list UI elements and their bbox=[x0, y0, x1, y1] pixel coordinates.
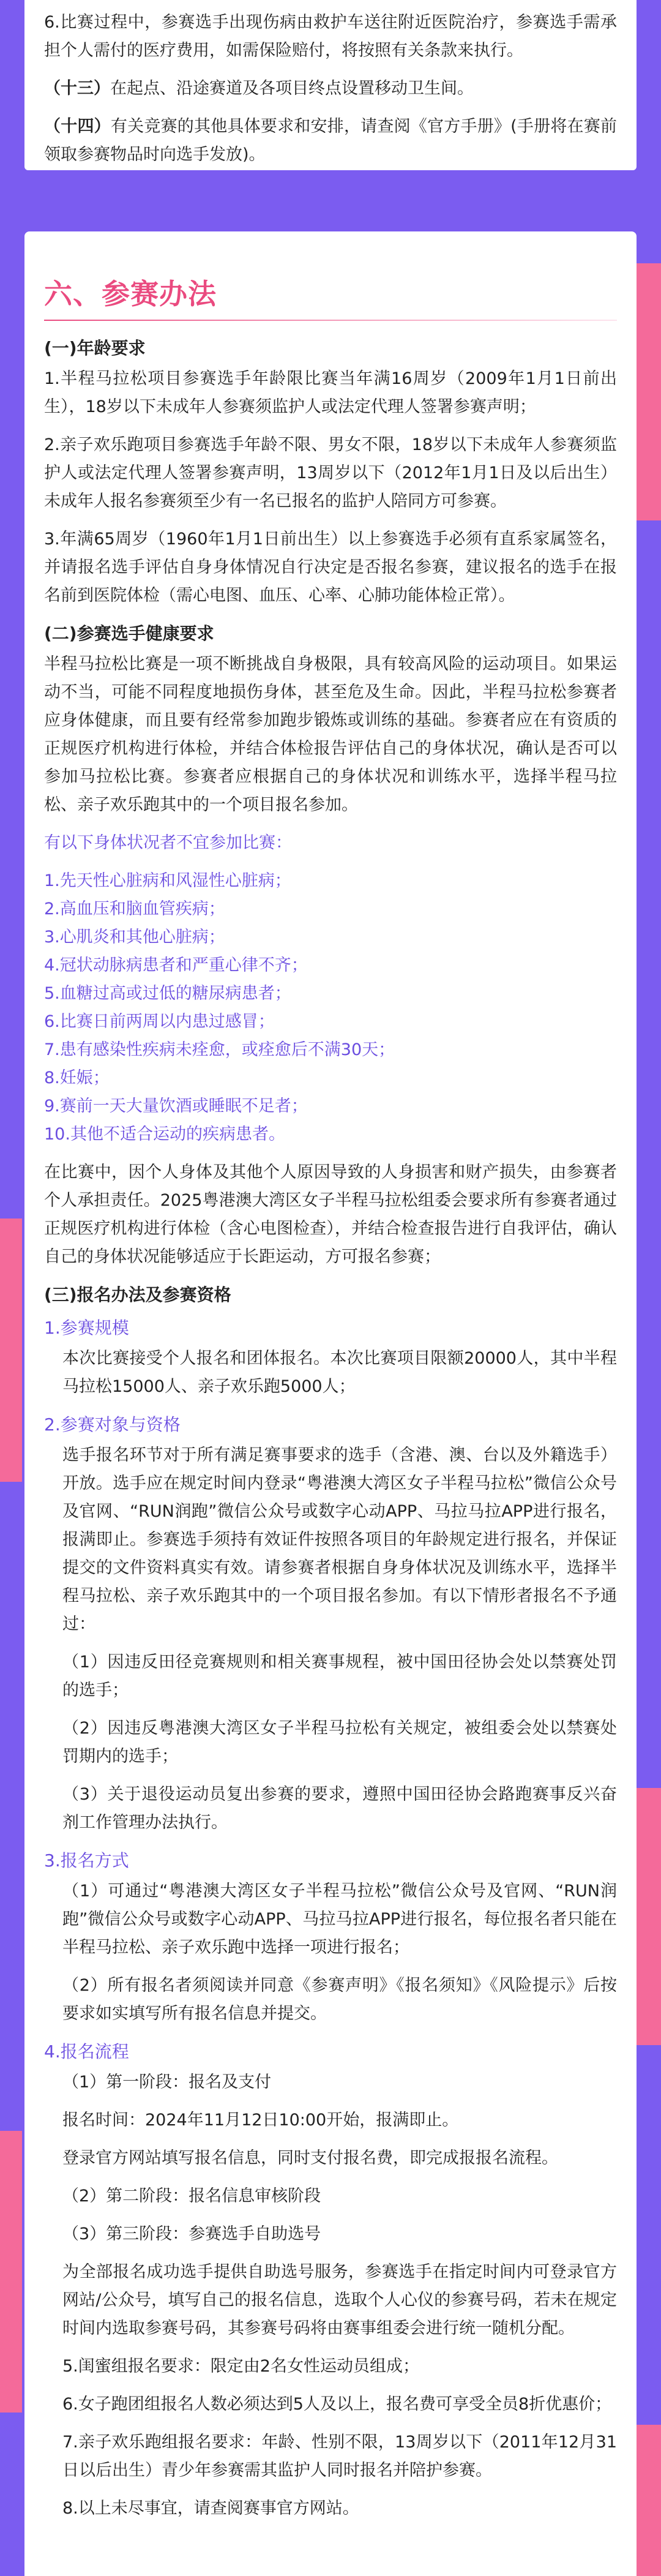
eligibility-title: 2.参赛对象与资格 bbox=[44, 1414, 181, 1435]
exclusion-item: （2）因违反粤港澳大湾区女子半程马拉松有关规定，被组委会处以禁赛处罚期内的选手； bbox=[62, 1719, 617, 1766]
age-heading: (一)年龄要求 bbox=[44, 338, 146, 358]
scale-title: 1.参赛规模 bbox=[44, 1318, 129, 1338]
rule-item-number: （十三） bbox=[44, 79, 110, 98]
health-heading: (二)参赛选手健康要求 bbox=[44, 623, 214, 644]
rule-item-text: 有关竞赛的其他具体要求和安排，请查阅《官方手册》(手册将在赛前领取参赛物品时向选手发放)。 bbox=[44, 117, 617, 164]
method-title: 3.报名方式 bbox=[44, 1850, 129, 1871]
rule-item-number: （十四） bbox=[44, 117, 111, 136]
age-item: 2.亲子欢乐跑项目参赛选手年龄不限、男女不限，18岁以下未成年人参赛须监护人或法定代理人签署参赛声明，13周岁以下（2012年1月1日及以后出生）未成年人报名参赛须至少有一名已报名的监护人陪同方可参赛。 bbox=[44, 435, 617, 511]
rule-item-14 bbox=[44, 113, 617, 169]
rule-item-text: 在起点、沿途赛道及各项目终点设置移动卫生间。 bbox=[110, 79, 474, 98]
unfit-item: 8.妊娠； bbox=[44, 1068, 110, 1087]
stage-description: 登录官方网站填写报名信息，同时支付报名费，即完成报报名流程。 bbox=[62, 2149, 558, 2168]
title-divider bbox=[44, 320, 617, 321]
scale-text: 本次比赛接受个人报名和团体报名。本次比赛项目限额20000人，其中半程马拉松15000人、亲子欢乐跑5000人； bbox=[62, 1349, 617, 1396]
stage-description: 为全部报名成功选手提供自助选号服务，参赛选手在指定时间内可登录官方网站/公众号，填写自己的报名信息，选取个人心仪的参赛号码，若未在规定时间内选取参赛号码，其参赛号码将由赛事组委会进行统一随机分配。 bbox=[62, 2262, 617, 2338]
unfit-item: 9.赛前一天大量饮酒或睡眠不足者； bbox=[44, 1097, 308, 1116]
unfit-item: 6.比赛日前两周以内患过感冒； bbox=[44, 1012, 275, 1031]
method-item: （1）可通过“粤港澳大湾区女子半程马拉松”微信公众号及官网、“RUN润跑”微信公众号或数字心动APP、马拉马拉APP进行报名，每位报名者只能在半程马拉松、亲子欢乐跑中选择一项进行报名； bbox=[62, 1882, 617, 1957]
health-intro: 半程马拉松比赛是一项不断挑战自身极限，具有较高风险的运动项目。如果运动不当，可能不同程度地损伤身体，甚至危及生命。因此，半程马拉松参赛者应身体健康，而且要有经常参加跑步锻炼或训练的基础。参赛者应在有资质的正规医疗机构进行体检，并结合体检报告评估自己的身体状况，确认是否可以参加马拉松比赛。参赛者应根据自己的身体状况和训练水平，选择半程马拉松、亲子欢乐跑其中的一个项目报名参加。 bbox=[44, 655, 617, 814]
rules-card-top bbox=[24, 0, 637, 170]
age-item: 3.年满65周岁（1960年1月1日前出生）以上参赛选手必须有直系家属签名，并请报名选手评估自身身体情况自行决定是否报名参赛，建议报名的选手在报名前到医院体检（需心电图、血压、心率、心肺功能体检正常）。 bbox=[44, 530, 617, 605]
decor-stripe-right bbox=[637, 263, 661, 520]
decor-stripe-left bbox=[0, 2131, 22, 2413]
unfit-list bbox=[44, 867, 617, 1149]
unfit-heading: 有以下身体状况者不宜参加比赛： bbox=[44, 833, 292, 852]
group-rule: 7.亲子欢乐跑组报名要求：年龄、性别不限，13周岁以下（2011年12月31日以后出生）青少年参赛需其监护人同时报名并陪护参赛。 bbox=[62, 2433, 617, 2480]
stage-title: （1）第一阶段：报名及支付 bbox=[62, 2073, 272, 2092]
age-item: 1.半程马拉松项目参赛选手年龄限比赛当年满16周岁（2009年1月1日前出生），18岁以下未成年人参赛须监护人或法定代理人签署参赛声明； bbox=[44, 369, 617, 416]
group-rule: 6.女子跑团组报名人数必须达到5人及以上，报名费可享受全员8折优惠价； bbox=[62, 2395, 612, 2414]
decor-stripe-left bbox=[0, 1219, 22, 1482]
unfit-item: 7.患有感染性疾病未痊愈，或痊愈后不满30天； bbox=[44, 1040, 395, 1059]
exclusion-item: （1）因违反田径竞赛规则和相关赛事规程，被中国田径协会处以禁赛处罚的选手； bbox=[62, 1653, 617, 1700]
process-title: 4.报名流程 bbox=[44, 2041, 129, 2062]
eligibility-text: 选手报名环节对于所有满足赛事要求的选手（含港、澳、台以及外籍选手）开放。选手应在规定时间内登录“粤港澳大湾区女子半程马拉松”微信公众号及官网、“RUN润跑”微信公众号或数字心动APP、马拉马拉APP进行报名，报满即止。参赛选手须持有效证件按照各项目的年龄规定进行报名，并保证提交的文件资料真实有效。请参赛者根据自身身体状况及训练水平，选择半程马拉松、亲子欢乐跑其中的一个项目报名参加。有以下情形者报名不予通过： bbox=[62, 1446, 617, 1634]
section-title: 六、参赛办法 bbox=[44, 277, 217, 310]
rules-card-main bbox=[24, 231, 637, 2576]
unfit-item: 1.先天性心脏病和风湿性心脏病； bbox=[44, 871, 291, 890]
unfit-item: 10.其他不适合运动的疾病患者。 bbox=[44, 1125, 285, 1144]
decor-stripe-right bbox=[637, 2425, 661, 2576]
decor-stripe-right bbox=[637, 1788, 661, 2045]
unfit-item: 3.心肌炎和其他心脏病； bbox=[44, 928, 225, 947]
exclusion-item: （3）关于退役运动员复出参赛的要求，遵照中国田径协会路跑赛事反兴奋剂工作管理办法执行。 bbox=[62, 1785, 617, 1832]
unfit-item: 2.高血压和脑血管疾病； bbox=[44, 899, 225, 918]
method-item: （2）所有报名者须阅读并同意《参赛声明》《报名须知》《风险提示》后按要求如实填写所有报名信息并提交。 bbox=[62, 1976, 617, 2023]
stage-title: （3）第三阶段：参赛选手自助选号 bbox=[62, 2225, 321, 2244]
group-rule: 5.闺蜜组报名要求：限定由2名女性运动员组成； bbox=[62, 2357, 419, 2376]
stage-title: （2）第二阶段：报名信息审核阶段 bbox=[62, 2187, 321, 2206]
group-rule: 8.以上未尽事宜，请查阅赛事官方网站。 bbox=[62, 2499, 359, 2518]
stage-time: 报名时间：2024年11月12日10:00开始，报满即止。 bbox=[62, 2111, 459, 2130]
registration-heading: (三)报名办法及参赛资格 bbox=[44, 1285, 231, 1305]
rule-item-13 bbox=[44, 75, 617, 103]
unfit-item: 5.血糖过高或过低的糖尿病患者； bbox=[44, 984, 291, 1003]
unfit-item: 4.冠状动脉病患者和严重心律不齐； bbox=[44, 956, 308, 975]
health-disclaimer: 在比赛中，因个人身体及其他个人原因导致的人身损害和财产损失，由参赛者个人承担责任。2025粤港澳大湾区女子半程马拉松组委会要求所有参赛者通过正规医疗机构进行体检（含心电图检查），并结合检查报告进行自我评估，确认自己的身体状况能够适应于长距运动，方可报名参赛； bbox=[44, 1163, 617, 1266]
rule-paragraph: 6.比赛过程中，参赛选手出现伤病由救护车送往附近医院治疗，参赛选手需承担个人需付的医疗费用，如需保险赔付，将按照有关条款来执行。 bbox=[44, 13, 617, 60]
